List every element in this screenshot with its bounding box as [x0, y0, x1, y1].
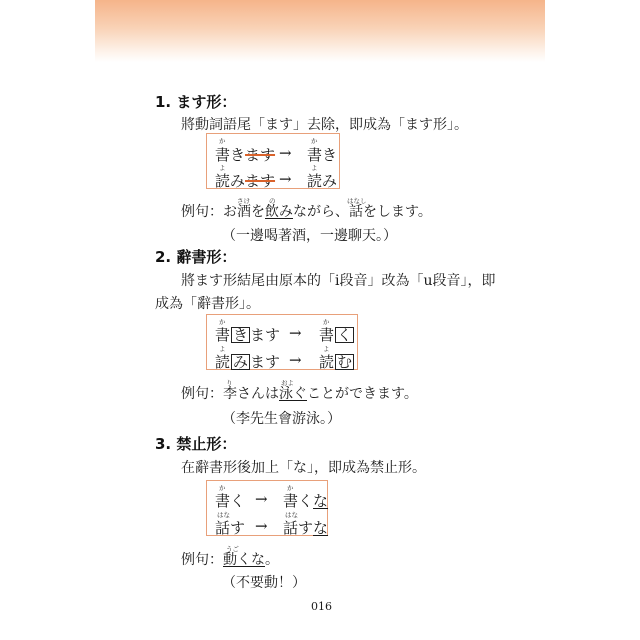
section-2-example: 例句： り 李さんは およ 泳ぐことができます。	[181, 379, 418, 402]
arrow-right-icon: →	[289, 351, 302, 369]
conversion-row	[207, 315, 357, 344]
arrow-right-icon: →	[279, 170, 292, 188]
conversion-source: 読みます	[215, 172, 276, 190]
section-1-description: 將動詞語尾「ます」去除，即成為「ます形」。	[181, 117, 468, 133]
conversion-row	[207, 481, 329, 510]
section-1-conversion-box	[206, 133, 340, 189]
furigana: か	[287, 484, 294, 492]
furigana: よ	[219, 164, 226, 172]
conversion-result: 読み	[307, 172, 338, 190]
section-2-conversion-box	[206, 314, 358, 370]
furigana: か	[323, 318, 330, 326]
section-2-description-line-2: 成為「辭書形」。	[155, 296, 260, 312]
furigana: よ	[219, 345, 226, 353]
conversion-source: 書 き ます	[215, 326, 281, 344]
page-number: 016	[311, 600, 332, 613]
conversion-row	[207, 134, 339, 164]
conversion-source: 話す	[215, 519, 246, 537]
conversion-result: 読 む	[319, 353, 353, 371]
section-3-example: 例句： うご 動くな。	[181, 545, 279, 568]
furigana: か	[219, 484, 226, 492]
conversion-row	[207, 160, 339, 190]
section-3-conversion-box	[206, 480, 328, 536]
conversion-result: 書き	[307, 146, 338, 164]
conversion-result: 書 く	[319, 326, 353, 344]
furigana: よ	[311, 164, 318, 172]
arrow-right-icon: →	[289, 324, 302, 342]
conversion-source: 読 み ます	[215, 353, 281, 371]
section-1-translation: （一邊喝著酒，一邊聊天。）	[222, 228, 397, 244]
conversion-result: 話すな	[283, 519, 329, 537]
section-1-heading: 1. ます形：	[155, 93, 237, 111]
section-1-example: 例句：お さけ 酒を の 飲みながら、 はなし 話をします。	[181, 197, 432, 220]
furigana: はな	[217, 511, 230, 519]
section-2-heading: 2. 辭書形：	[155, 248, 237, 266]
section-3-translation: （不要動！）	[222, 575, 306, 591]
conversion-source: 書く	[215, 492, 246, 510]
furigana: か	[219, 137, 226, 145]
furigana: か	[219, 318, 226, 326]
conversion-result: 書くな	[283, 492, 329, 510]
furigana: よ	[323, 345, 330, 353]
arrow-right-icon: →	[255, 517, 268, 535]
furigana: はな	[285, 511, 298, 519]
conversion-source: 書きます	[215, 146, 276, 164]
section-3-heading: 3. 禁止形：	[155, 435, 237, 453]
furigana: か	[311, 137, 318, 145]
arrow-right-icon: →	[255, 490, 268, 508]
section-2-translation: （李先生會游泳。）	[222, 411, 341, 427]
conversion-row	[207, 507, 329, 537]
section-2-description-line-1: 將ます形結尾由原本的「i段音」改為「u段音」，即	[181, 273, 496, 289]
arrow-right-icon: →	[279, 144, 292, 162]
conversion-row	[207, 341, 357, 371]
section-3-description: 在辭書形後加上「な」，即成為禁止形。	[181, 460, 426, 476]
